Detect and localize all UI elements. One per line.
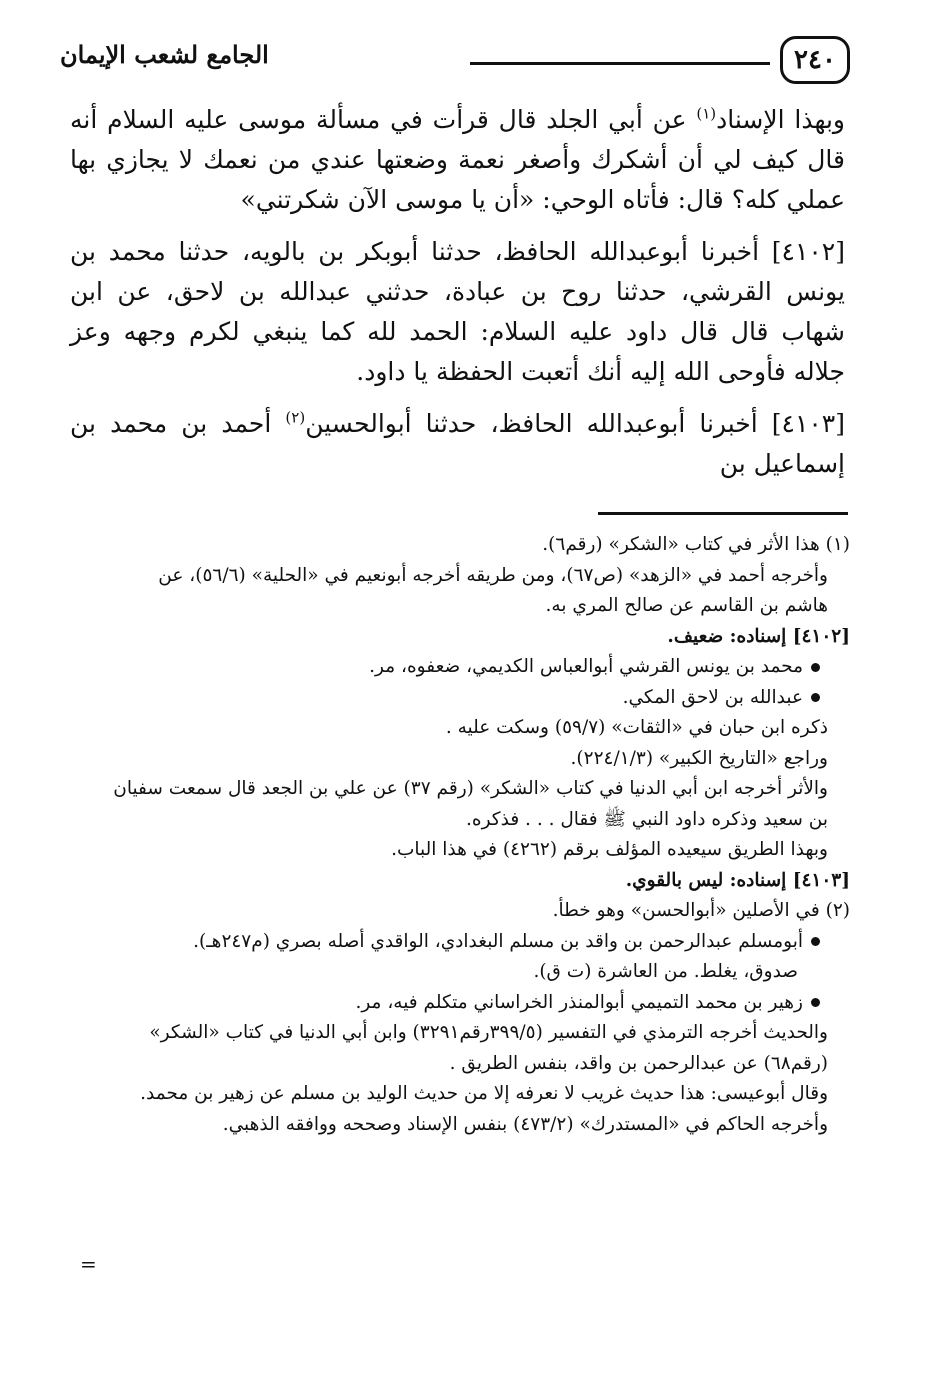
footnote-separator — [598, 512, 848, 515]
footnote-line: محمد بن يونس القرشي أبوالعباس الكديمي، ضعفوه، مر. — [369, 656, 803, 677]
header-rule — [470, 62, 770, 65]
footnote-line: [٤١٠٢] إسناده: ضعيف. — [667, 625, 850, 647]
footnote-line: أبومسلم عبدالرحمن بن واقد بن مسلم البغدادي، الواقدي أصله بصري (م٢٤٧هـ). — [193, 930, 803, 952]
continuation-mark: = — [80, 1252, 97, 1276]
paragraph-1-rest: عن أبي الجلد قال قرأت في مسألة موسى عليه السلام أنه قال كيف لي أن أشكرك وأصغر نعمة وضعتها عندي من نعمك لا يجازي بها عملي كله؟ قال: فأتاه الوحي: «أن يا موسى الآن شكرتني» — [70, 105, 845, 214]
footnote-bullet-item — [75, 652, 850, 683]
footnote-line: وقال أبوعيسى: هذا حديث غريب لا نعرفه إلا من حديث الوليد بن مسلم عن زهير بن محمد. — [140, 1083, 828, 1104]
footnotes — [75, 530, 850, 1140]
book-title: الجامع لشعب الإيمان — [60, 40, 269, 69]
page-number: ٢٤٠ — [780, 36, 850, 84]
footnote-line: وأخرجه أحمد في «الزهد» (ص٦٧)، ومن طريقه أخرجه أبونعيم في «الحلية» (٥٦/٦)، عن — [158, 564, 828, 586]
footnote-bullet-item — [75, 927, 850, 958]
footnote-line: والحديث أخرجه الترمذي في التفسير (٣٩٩/٥رقم٣٢٩١) وابن أبي الدنيا في كتاب «الشكر» — [149, 1022, 828, 1043]
footnote-line: وبهذا الطريق سيعيده المؤلف برقم (٤٢٦٢) في هذا الباب. — [391, 839, 828, 860]
footnote-line: بن سعيد وذكره داود النبي ﷺ فقال . . . فذكره. — [466, 808, 828, 830]
paragraph-4103 — [70, 404, 845, 484]
footnote-line: وراجع «التاريخ الكبير» (٢٢٤/١/٣). — [570, 747, 828, 769]
bullet-icon — [811, 937, 820, 946]
footnote-bullet-item — [75, 988, 850, 1019]
paragraph-4103-rest: أحمد بن محمد بن إسماعيل بن — [70, 409, 845, 478]
footnote-ref-2: (٢) — [285, 408, 306, 427]
footnote-line: عبدالله بن لاحق المكي. — [622, 686, 803, 708]
footnote-line: وأخرجه الحاكم في «المستدرك» (٤٧٣/٢) بنفس الإسناد وصححه ووافقه الذهبي. — [222, 1113, 828, 1135]
bullet-icon — [811, 663, 820, 672]
footnote-line: (٢) في الأصلين «أبوالحسن» وهو خطأ. — [552, 900, 850, 921]
paragraph-1-start: وبهذا الإسناد — [716, 105, 845, 134]
footnote-line: والأثر أخرجه ابن أبي الدنيا في كتاب «الشكر» (رقم ٣٧) عن علي بن الجعد قال سمعت سفيان — [113, 778, 828, 799]
footnote-ref-1: (١) — [696, 104, 717, 123]
footnote-line: زهير بن محمد التميمي أبوالمنذر الخراساني متكلم فيه، مر. — [355, 991, 803, 1013]
page-header — [60, 30, 850, 90]
paragraph-4103-start: [٤١٠٣] أخبرنا أبوعبدالله الحافظ، حدثنا أبوالحسين — [305, 409, 845, 438]
footnote-line: (١) هذا الأثر في كتاب «الشكر» (رقم٦). — [542, 534, 850, 555]
footnote-bullet-item — [75, 683, 850, 714]
bullet-icon — [811, 693, 820, 702]
paragraph-1 — [70, 100, 845, 220]
paragraph-4102: [٤١٠٢] أخبرنا أبوعبدالله الحافظ، حدثنا أبوبكر بن بالويه، حدثنا محمد بن يونس القرشي، حدثنا روح بن عبادة، حدثني عبدالله بن لاحق، عن ابن شهاب قال قال داود عليه السلام: الحمد لله كما ينبغي لكرم وجهه وعز جلاله فأوحى الله إليه أنك أتعبت الحفظة يا داود. — [70, 237, 845, 386]
footnote-line: ذكره ابن حبان في «الثقات» (٥٩/٧) وسكت عليه . — [445, 717, 828, 738]
footnote-line: [٤١٠٣] إسناده: ليس بالقوي. — [625, 869, 850, 891]
footnote-line: صدوق، يغلط. من العاشرة (ت ق). — [533, 961, 798, 982]
footnote-line: (رقم٦٨) عن عبدالرحمن بن واقد، بنفس الطريق . — [449, 1052, 828, 1074]
main-text — [70, 100, 845, 496]
footnote-line: هاشم بن القاسم عن صالح المري به. — [545, 595, 828, 616]
bullet-icon — [811, 998, 820, 1007]
